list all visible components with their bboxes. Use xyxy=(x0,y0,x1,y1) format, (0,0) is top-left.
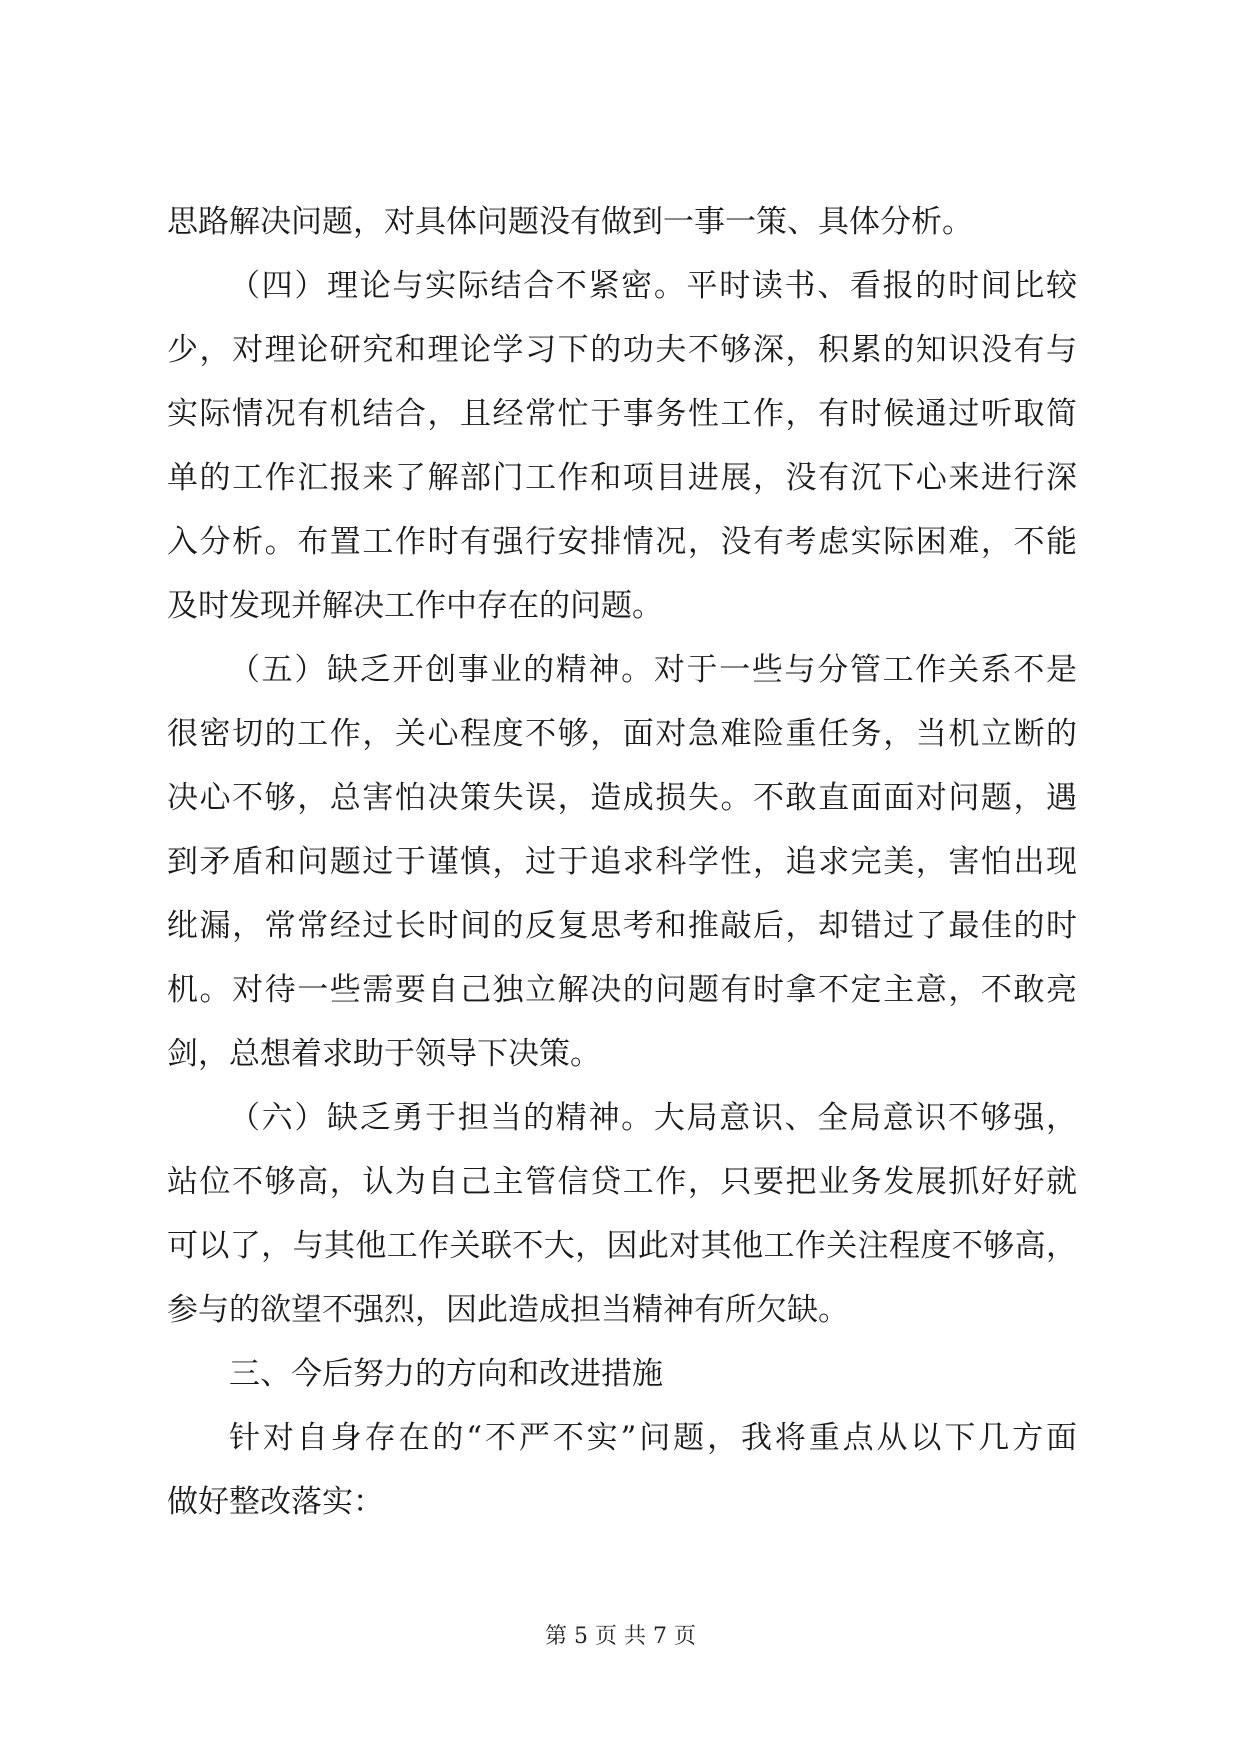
text-line: 可以了，与其他工作关联不大，因此对其他工作关注程度不够高， xyxy=(167,1228,1077,1264)
text-line: 参与的欲望不强烈，因此造成担当精神有所欠缺。 xyxy=(167,1292,849,1328)
text-line: （五）缺乏开创事业的精神。对于一些与分管工作关系不是 xyxy=(229,652,1077,688)
body-text xyxy=(167,190,1077,1534)
text-line: 做好整改落实： xyxy=(167,1484,384,1520)
text-line: 单的工作汇报来了解部门工作和项目进展，没有沉下心来进行深 xyxy=(167,460,1077,496)
text-line: （六）缺乏勇于担当的精神。大局意识、全局意识不够强， xyxy=(229,1100,1077,1136)
text-line: 实际情况有机结合，且经常忙于事务性工作，有时候通过听取简 xyxy=(167,396,1077,432)
text-line: 及时发现并解决工作中存在的问题。 xyxy=(167,588,663,624)
section-heading: 三、今后努力的方向和改进措施 xyxy=(229,1356,663,1392)
text-line: （四）理论与实际结合不紧密。平时读书、看报的时间比较 xyxy=(229,268,1077,304)
text-line: 决心不够，总害怕决策失误，造成损失。不敢直面面对问题，遇 xyxy=(167,780,1077,816)
text-line: 入分析。布置工作时有强行安排情况，没有考虑实际困难，不能 xyxy=(167,524,1077,560)
text-line: 很密切的工作，关心程度不够，面对急难险重任务，当机立断的 xyxy=(167,716,1077,752)
page-footer: 第 5 页 共 7 页 xyxy=(545,1624,696,1649)
text-line: 针对自身存在的“不严不实”问题，我将重点从以下几方面 xyxy=(229,1420,1077,1456)
text-line: 纰漏，常常经过长时间的反复思考和推敲后，却错过了最佳的时 xyxy=(167,908,1077,944)
text-line: 少，对理论研究和理论学习下的功夫不够深，积累的知识没有与 xyxy=(167,332,1077,368)
text-line: 思路解决问题，对具体问题没有做到一事一策、具体分析。 xyxy=(167,204,973,240)
text-line: 机。对待一些需要自己独立解决的问题有时拿不定主意，不敢亮 xyxy=(167,972,1077,1008)
text-line: 到矛盾和问题过于谨慎，过于追求科学性，追求完美，害怕出现 xyxy=(167,844,1077,880)
text-line: 站位不够高，认为自己主管信贷工作，只要把业务发展抓好好就 xyxy=(167,1164,1077,1200)
text-line: 剑，总想着求助于领导下决策。 xyxy=(167,1036,601,1072)
